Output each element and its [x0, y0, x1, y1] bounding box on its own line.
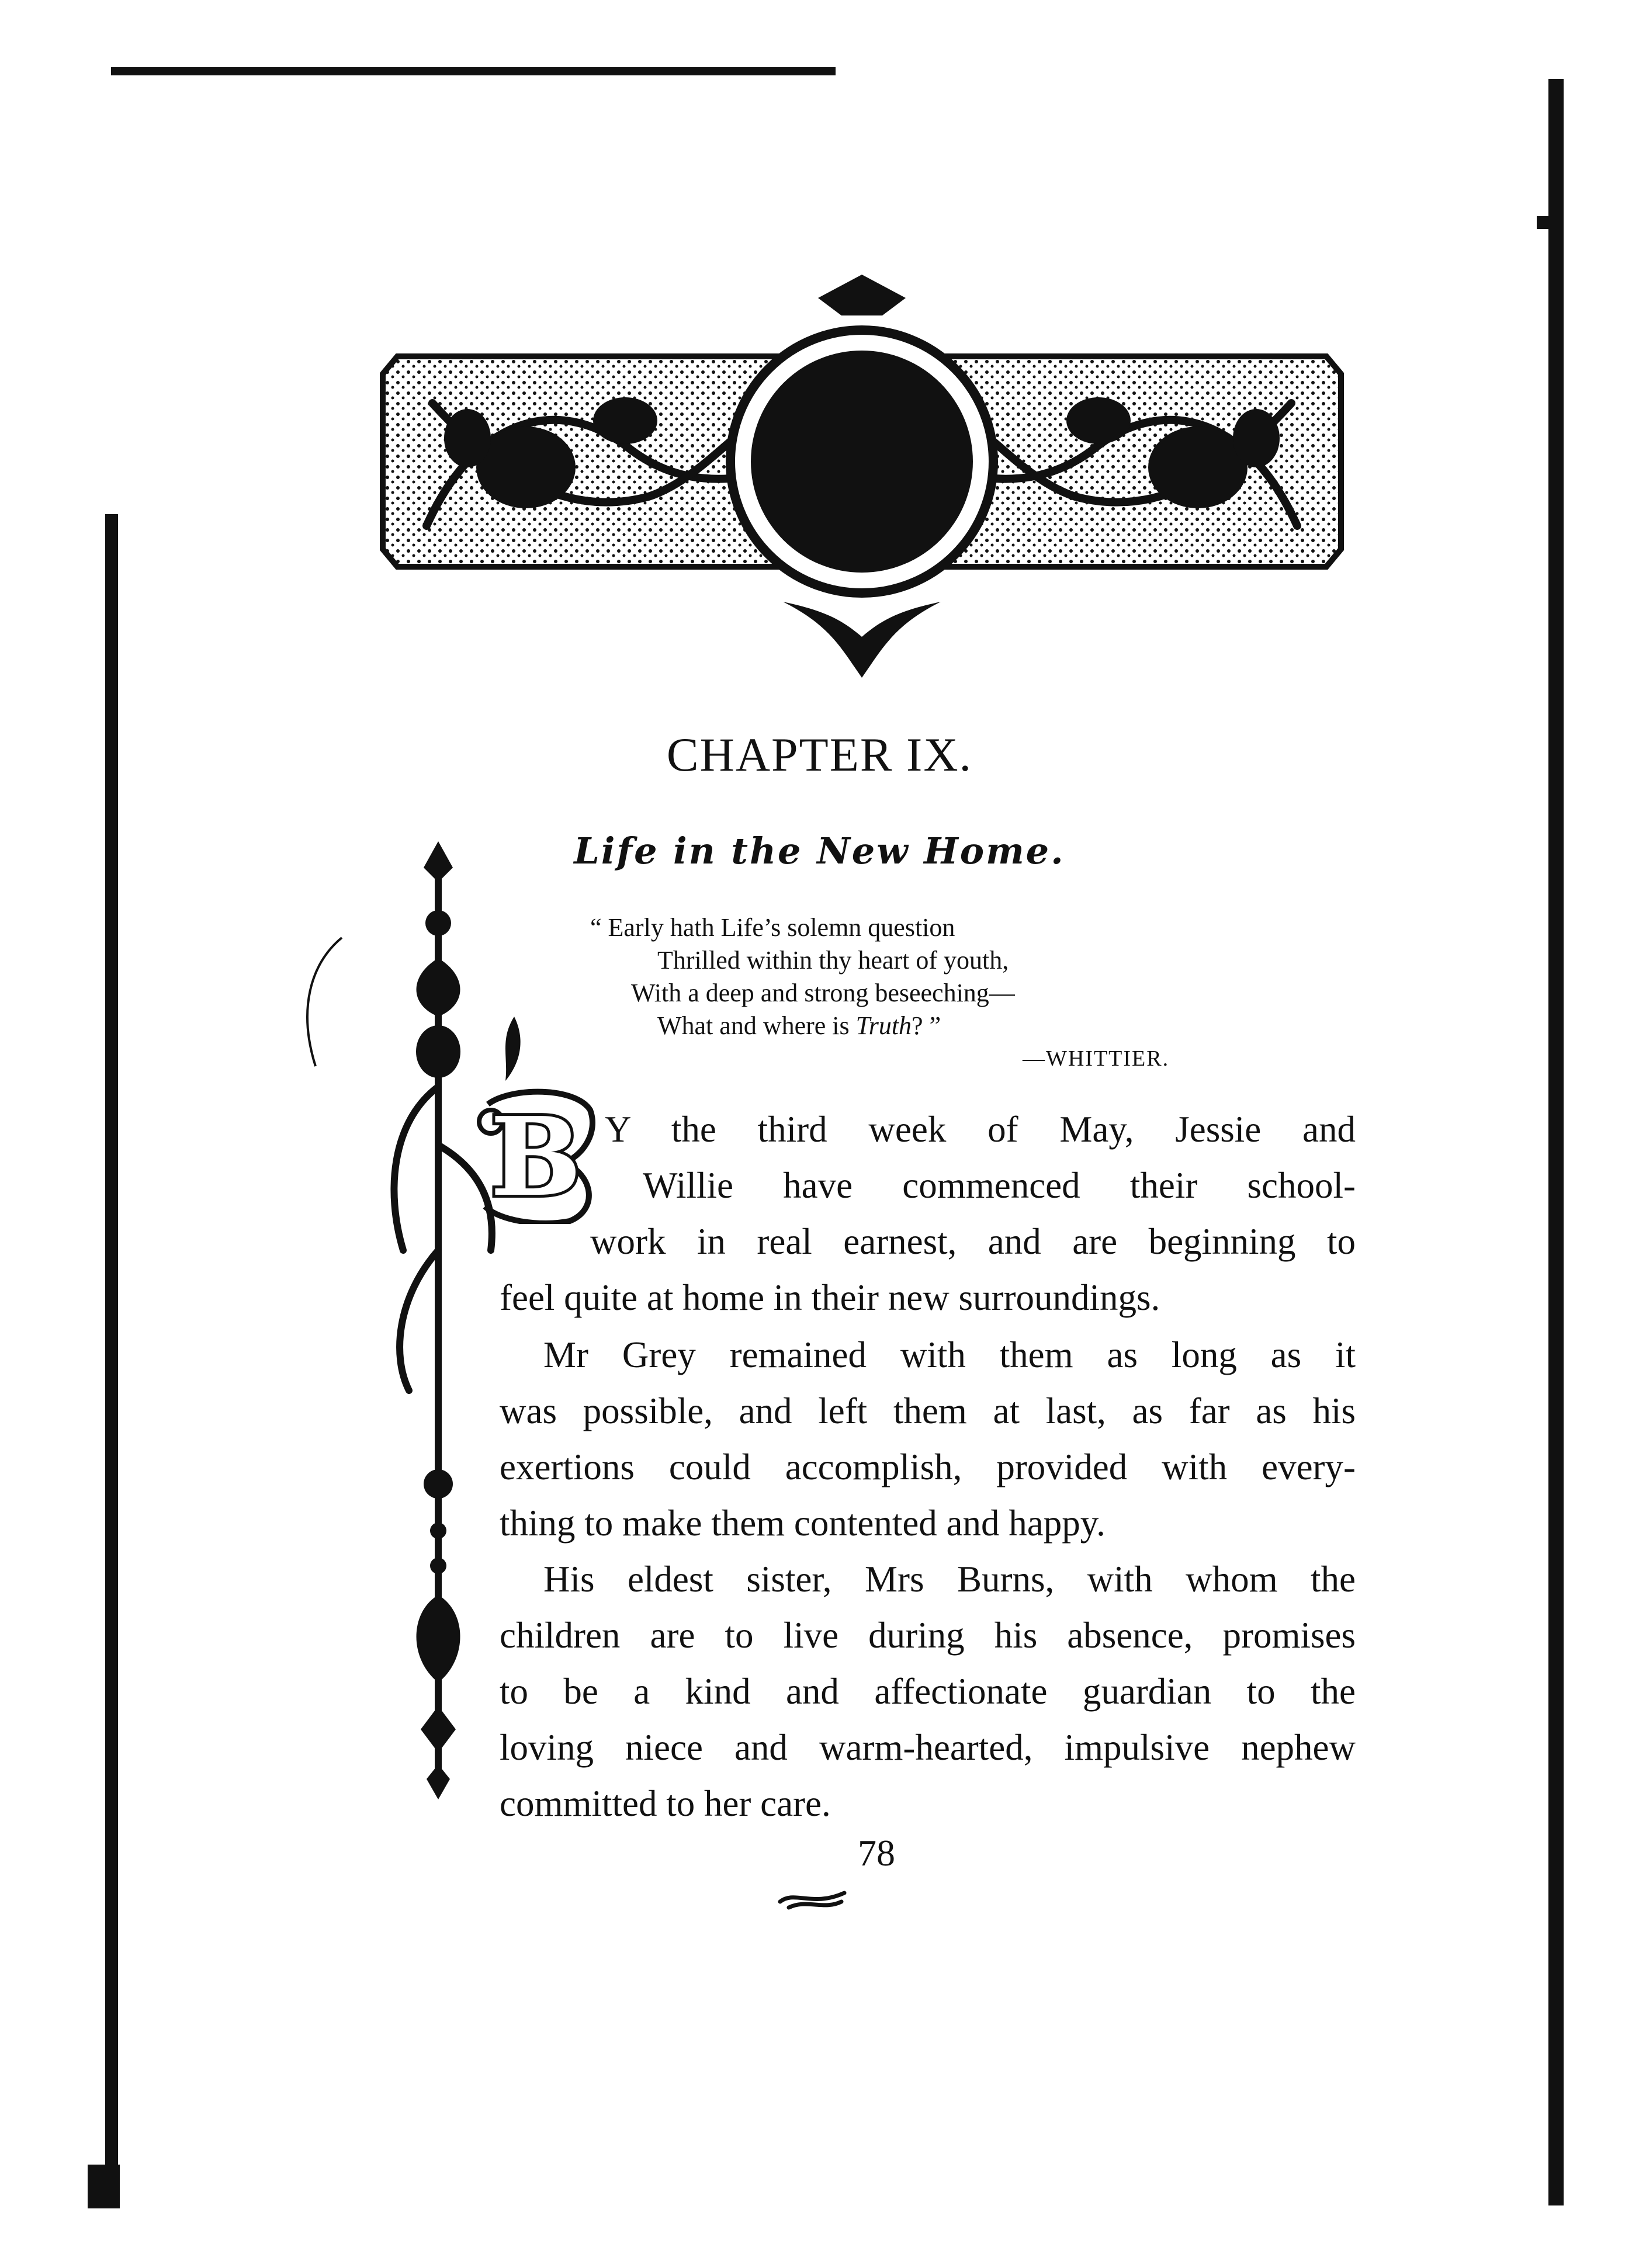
epigraph-attribution: —WHITTIER. [1023, 1046, 1170, 1071]
floral-vine-ornament [374, 841, 538, 1799]
drop-cap-ornament [476, 1087, 596, 1224]
body-line: Willie have commenced their school- [643, 1165, 1356, 1206]
body-line: loving niece and warm-hearted, impulsive nephew [500, 1727, 1356, 1768]
body-line: was possible, and left them at last, as far as his [500, 1390, 1356, 1431]
epigraph-line: Thrilled within thy heart of youth, [657, 946, 1009, 975]
epigraph-closing: ? ” [912, 1011, 941, 1040]
body-line: exertions could accomplish, provided with every- [500, 1447, 1356, 1487]
body-line: thing to make them contented and happy. [500, 1503, 1106, 1544]
epigraph-emphasis: Truth [855, 1011, 912, 1040]
epigraph-line [657, 1011, 941, 1041]
bracket-mark [298, 935, 345, 1069]
body-line: Y the third week of May, Jessie and [605, 1109, 1356, 1150]
right-border-notch [1537, 216, 1554, 229]
page-number: 78 [858, 1832, 895, 1874]
chapter-title: CHAPTER IX. [666, 728, 973, 781]
right-page-border [1548, 79, 1564, 2205]
floral-headpiece-ornament [374, 275, 1350, 678]
drop-cap-letter: B [490, 1093, 582, 1220]
left-border-foot [88, 2165, 120, 2208]
epigraph-line-text: What and where is [657, 1011, 856, 1040]
body-line: Mr Grey remained with them as long as it [543, 1334, 1356, 1375]
chapter-subtitle: Life in the New Home. [574, 830, 1065, 872]
body-line: committed to her care. [500, 1783, 831, 1824]
body-line: to be a kind and affectionate guardian to the [500, 1671, 1356, 1712]
epigraph-line: “ Early hath Life’s solemn question [590, 913, 955, 942]
flourish-tailpiece [777, 1884, 847, 1913]
epigraph-line: With a deep and strong beseeching— [631, 979, 1015, 1007]
body-line: children are to live during his absence, promises [500, 1615, 1356, 1656]
top-rule [111, 67, 836, 75]
body-line: work in real earnest, and are beginning to [590, 1221, 1356, 1262]
body-line: His eldest sister, Mrs Burns, with whom the [543, 1559, 1356, 1600]
body-line: feel quite at home in their new surroundings. [500, 1277, 1160, 1318]
